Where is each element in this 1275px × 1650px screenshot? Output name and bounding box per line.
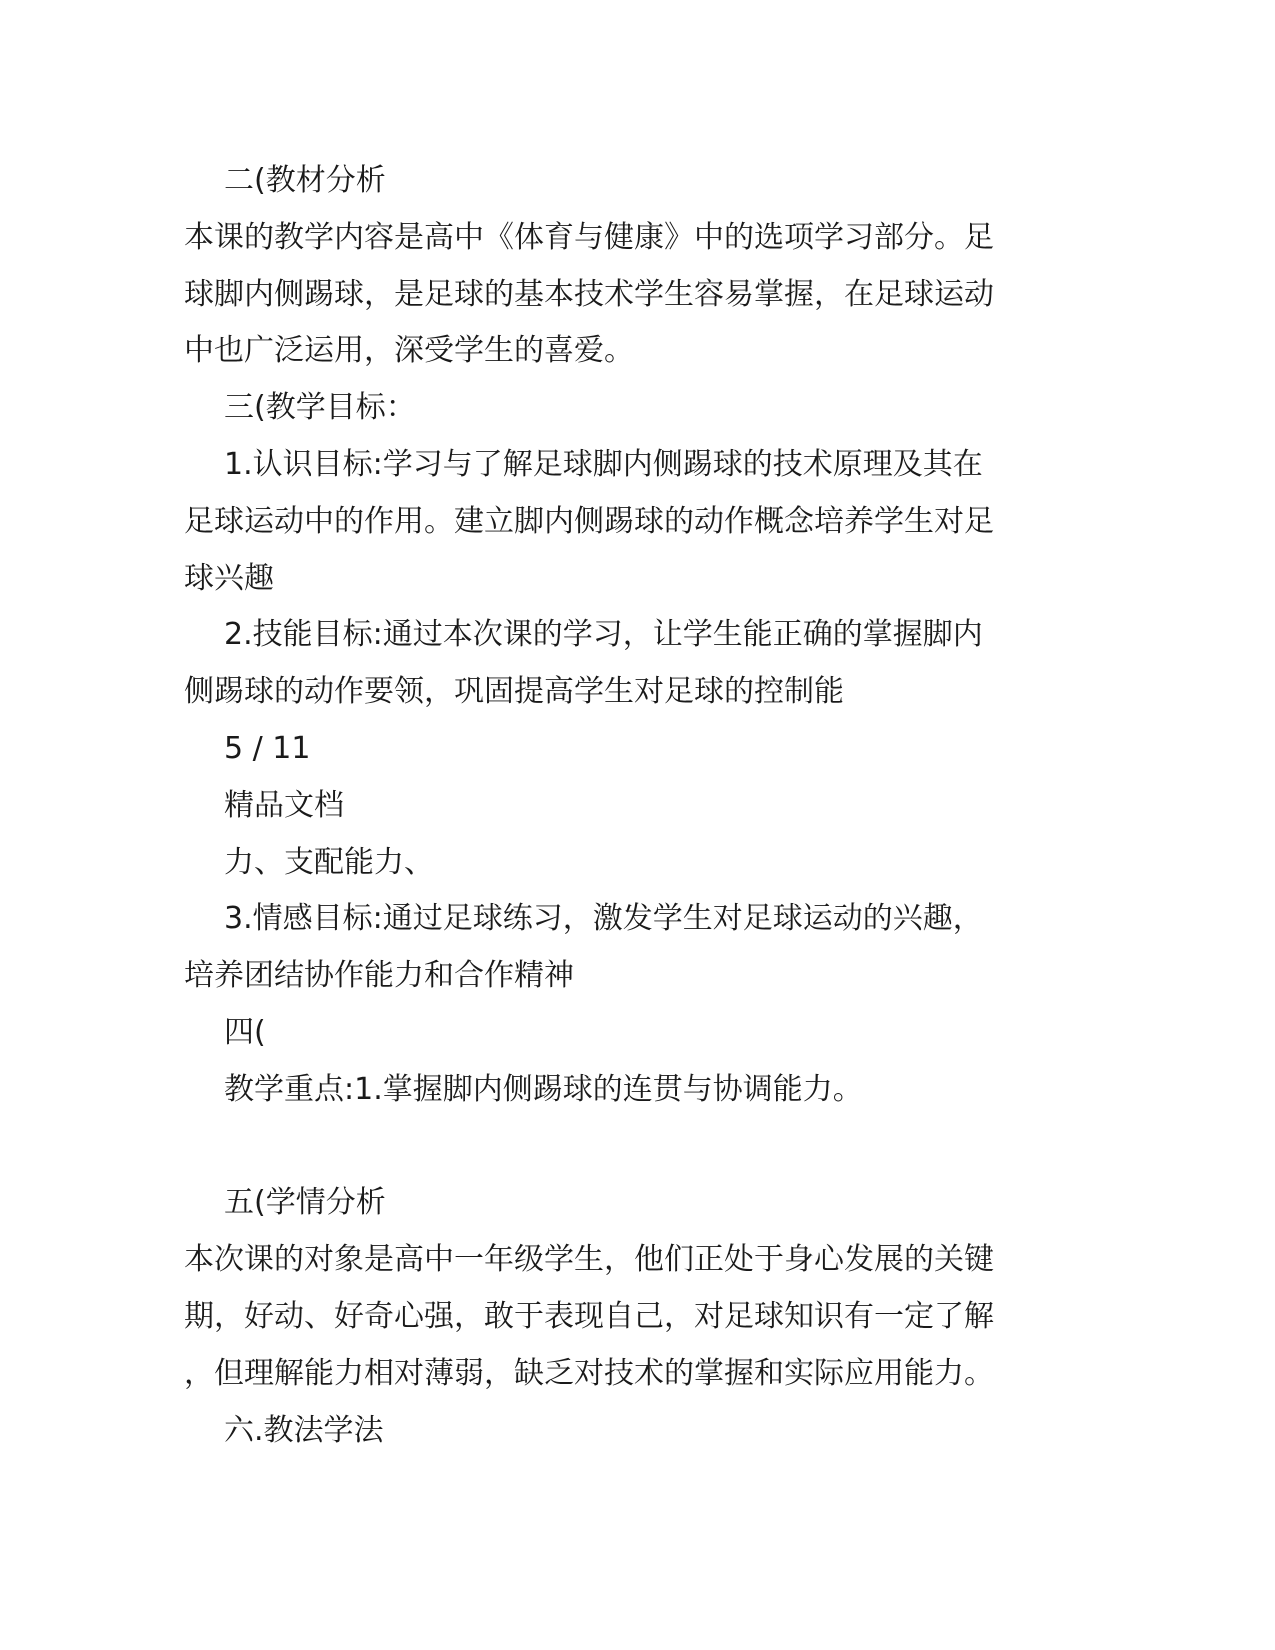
- section-heading-4: 四(: [224, 1014, 266, 1050]
- paragraph-line: 期，好动、好奇心强，敢于表现自己，对足球知识有一定了解: [184, 1298, 994, 1334]
- page-header-label: 精品文档: [224, 787, 344, 823]
- paragraph-line: 培养团结协作能力和合作精神: [184, 958, 574, 994]
- section-heading-3: 三(教学目标：: [224, 390, 416, 426]
- section-heading-2: 二(教材分析: [224, 163, 386, 198]
- blank-line: [184, 1119, 1084, 1176]
- paragraph-line: 1.认识目标:学习与了解足球脚内侧踢球的技术原理及其在: [224, 446, 983, 482]
- section-heading-6: 六.教法学法: [224, 1412, 384, 1448]
- paragraph-line: 侧踢球的动作要领，巩固提高学生对足球的控制能: [184, 674, 844, 710]
- document-body: [184, 153, 1084, 1459]
- page-number: 5 / 11: [224, 730, 311, 766]
- paragraph-line: 中也广泛运用，深受学生的喜爱。: [184, 333, 634, 369]
- paragraph-line: 3.情感目标:通过足球练习，激发学生对足球运动的兴趣，: [224, 901, 983, 937]
- section-heading-5: 五(学情分析: [224, 1185, 386, 1221]
- paragraph-line: 球脚内侧踢球，是足球的基本技术学生容易掌握，在足球运动: [184, 276, 994, 312]
- paragraph-line: 2.技能目标:通过本次课的学习，让学生能正确的掌握脚内: [224, 617, 983, 653]
- paragraph-line: 球兴趣: [184, 560, 274, 596]
- paragraph-line: 教学重点:1.掌握脚内侧踢球的连贯与协调能力。: [224, 1071, 863, 1107]
- paragraph-line: 力、支配能力、: [224, 844, 434, 880]
- paragraph-line: ，但理解能力相对薄弱，缺乏对技术的掌握和实际应用能力。: [184, 1355, 994, 1391]
- paragraph-line: 足球运动中的作用。建立脚内侧踢球的动作概念培养学生对足: [184, 503, 994, 539]
- paragraph-line: 本课的教学内容是高中《体育与健康》中的选项学习部分。足: [184, 219, 994, 255]
- paragraph-line: 本次课的对象是高中一年级学生，他们正处于身心发展的关键: [184, 1242, 994, 1278]
